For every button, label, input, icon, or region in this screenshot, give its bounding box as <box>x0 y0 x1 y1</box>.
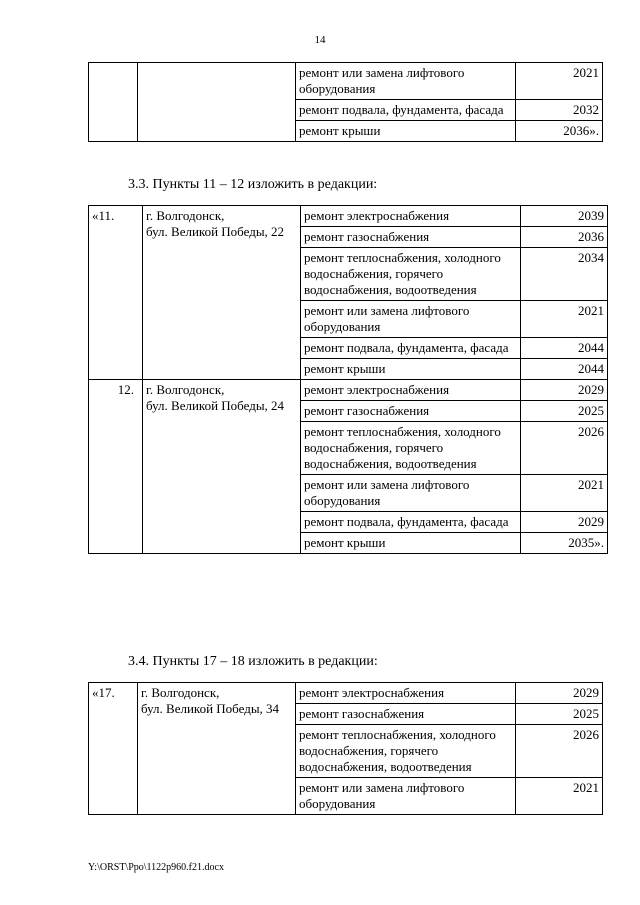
work-cell: ремонт или замена лифтового оборудования <box>301 301 521 338</box>
address-cell <box>138 63 296 142</box>
work-cell: ремонт электроснабжения <box>301 206 521 227</box>
year-cell: 2044 <box>521 359 608 380</box>
table-items-17-18 <box>88 682 603 815</box>
work-cell: ремонт газоснабжения <box>301 227 521 248</box>
year-cell: 2036». <box>516 121 603 142</box>
page-number: 14 <box>314 34 326 46</box>
year-cell: 2044 <box>521 338 608 359</box>
table-row <box>89 206 608 227</box>
year-cell: 2021 <box>516 778 603 815</box>
year-cell: 2032 <box>516 100 603 121</box>
section-heading-3-4: 3.4. Пункты 17 – 18 изложить в редакции: <box>128 654 378 669</box>
year-cell: 2029 <box>521 380 608 401</box>
table-continuation <box>88 62 603 142</box>
year-cell: 2029 <box>521 512 608 533</box>
year-cell: 2034 <box>521 248 608 301</box>
year-cell: 2036 <box>521 227 608 248</box>
work-cell: ремонт электроснабжения <box>301 380 521 401</box>
work-cell: ремонт крыши <box>301 359 521 380</box>
item-number-cell: 12. <box>89 380 143 554</box>
work-cell: ремонт подвала, фундамента, фасада <box>301 338 521 359</box>
year-cell: 2029 <box>516 683 603 704</box>
table-row <box>89 63 603 100</box>
table-row <box>89 683 603 704</box>
year-cell: 2025 <box>521 401 608 422</box>
year-cell: 2021 <box>521 475 608 512</box>
table-row <box>89 380 608 401</box>
address-cell: г. Волгодонск, бул. Великой Победы, 34 <box>138 683 296 815</box>
work-cell: ремонт крыши <box>296 121 516 142</box>
work-cell: ремонт теплоснабжения, холодного водоснабжения, горячего водоснабжения, водоотведения <box>301 248 521 301</box>
year-cell: 2021 <box>521 301 608 338</box>
year-cell: 2035». <box>521 533 608 554</box>
work-cell: ремонт или замена лифтового оборудования <box>296 778 516 815</box>
year-cell: 2021 <box>516 63 603 100</box>
footer-file-path: Y:\ORST\Ppo\1122p960.f21.docx <box>88 862 224 873</box>
address-cell: г. Волгодонск, бул. Великой Победы, 22 <box>143 206 301 380</box>
work-cell: ремонт или замена лифтового оборудования <box>301 475 521 512</box>
item-number-cell: «11. <box>89 206 143 380</box>
work-cell: ремонт газоснабжения <box>301 401 521 422</box>
work-cell: ремонт подвала, фундамента, фасада <box>301 512 521 533</box>
address-cell: г. Волгодонск, бул. Великой Победы, 24 <box>143 380 301 554</box>
work-cell: ремонт теплоснабжения, холодного водоснабжения, горячего водоснабжения, водоотведения <box>301 422 521 475</box>
table-items-11-12 <box>88 205 608 554</box>
work-cell: ремонт газоснабжения <box>296 704 516 725</box>
work-cell: ремонт подвала, фундамента, фасада <box>296 100 516 121</box>
work-cell: ремонт крыши <box>301 533 521 554</box>
section-heading-3-3: 3.3. Пункты 11 – 12 изложить в редакции: <box>128 177 378 192</box>
year-cell: 2026 <box>521 422 608 475</box>
item-number-cell: «17. <box>89 683 138 815</box>
work-cell: ремонт электроснабжения <box>296 683 516 704</box>
number-cell <box>89 63 138 142</box>
work-cell: ремонт теплоснабжения, холодного водоснабжения, горячего водоснабжения, водоотведения <box>296 725 516 778</box>
work-cell: ремонт или замена лифтового оборудования <box>296 63 516 100</box>
year-cell: 2026 <box>516 725 603 778</box>
year-cell: 2025 <box>516 704 603 725</box>
year-cell: 2039 <box>521 206 608 227</box>
